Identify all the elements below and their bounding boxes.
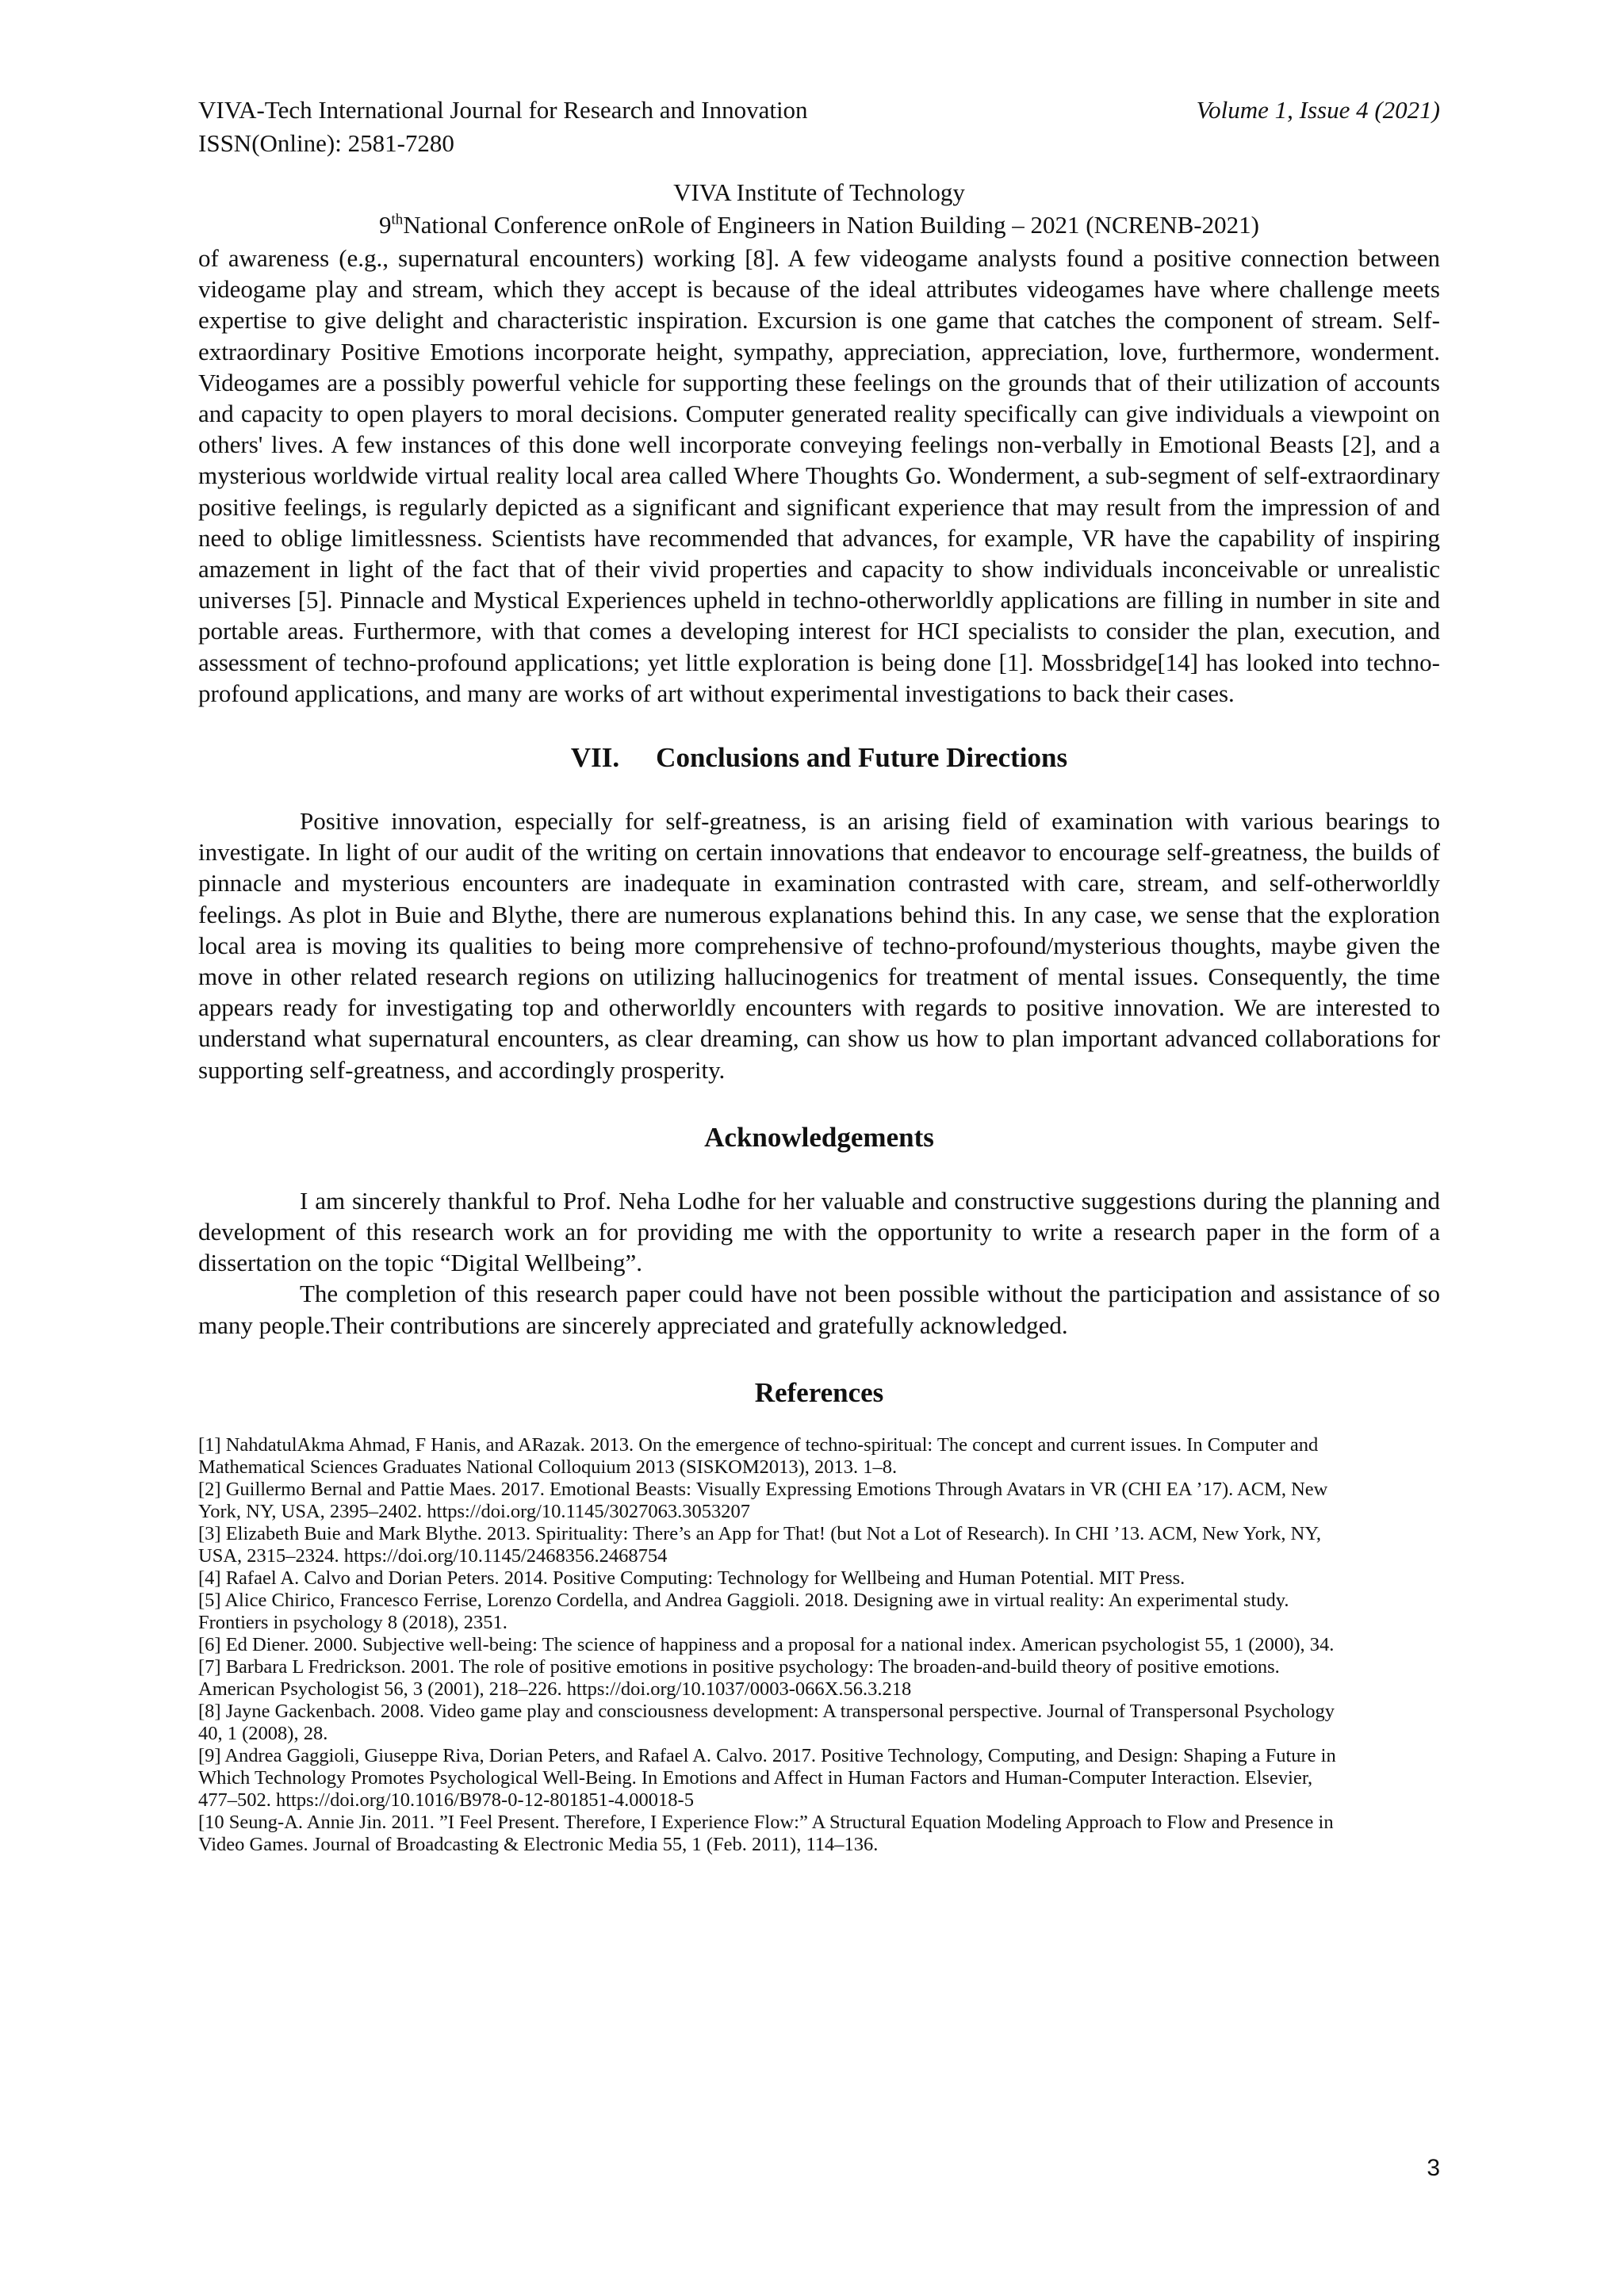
conference-block [198,176,1440,241]
reference-item: [3] Elizabeth Buie and Mark Blythe. 2013. Spirituality: There’s an App for That! (but Not a Lot of Research). In CHI ’13. ACM, New York, NY, USA, 2315–2324. https://doi.org/10.1145/2468356.2468754 [198,1522,1322,1567]
section-title: Conclusions and Future Directions [656,742,1068,774]
reference-item: [1] NahdatulAkma Ahmad, F Hanis, and ARazak. 2013. On the emergence of techno-spiritual: The concept and current issues. In Computer and Mathematical Sciences Graduates National Colloquium 2013 (SISKOM2013), 2013. 1–8. [198,1433,1319,1478]
page-number: 3 [1427,2155,1440,2181]
volume-issue: Volume 1, Issue 4 (2021) [1196,96,1440,124]
acknowledgements-paragraph-1: I am sincerely thankful to Prof. Neha Lodhe for her valuable and constructive suggestions during the planning and development of this research work an for providing me with the opportunity to write a research paper in the form of a dissertation on the topic “Digital Wellbeing”. [198,1186,1440,1277]
intro-paragraph: of awareness (e.g., supernatural encounters) working [8]. A few videogame analysts found a positive connection between videogame play and stream, which they accept is because of the ideal attributes videogames have where challenge meets expertise to give delight and characteristic inspiration. Excursion is one game that catches the component of stream. Self-extraordinary Positive Emotions incorporate height, sympathy, appreciation, appreciation, love, furthermore, wonderment. Videogames are a possibly powerful vehicle for supporting these feelings on the grounds that of their utilization of accounts and capacity to open players to moral decisions. Computer generated reality specifically can give individuals a viewpoint on others' lives. A few instances of this done well incorporate conveying feelings non-verbally in Emotional Beasts [2], and a mysterious worldwide virtual reality local area called Where Thoughts Go. Wonderment, a sub-segment of self-extraordinary positive feelings, is regularly depicted as a significant and significant experience that may result from the impression of and need to oblige limitlessness. Scientists have recommended that advances, for example, VR have the capability of inspiring amazement in light of the fact that of their vivid properties and capacity to show individuals inconceivable or unrealistic universes [5]. Pinnacle and Mystical Experiences upheld in techno-otherworldly applications are filling in number in site and portable areas. Furthermore, with that comes a developing interest for HCI specialists to consider the plan, execution, and assessment of techno-profound applications; yet little exploration is being done [1]. Mossbridge[14] has looked into techno-profound applications, and many are works of art without experimental investigations to back their cases. [198,244,1440,707]
issn: ISSN(Online): 2581-7280 [198,129,454,157]
reference-item: [2] Guillermo Bernal and Pattie Maes. 2017. Emotional Beasts: Visually Expressing Emotions Through Avatars in VR (CHI EA ’17). ACM, New York, NY, USA, 2395–2402. https://doi.org/10.1145/3027063.3053207 [198,1478,1328,1522]
running-header [198,94,1440,127]
section-number: VII. [570,742,620,774]
conclusions-paragraph: Positive innovation, especially for self-greatness, is an arising field of examination with various bearings to investigate. In light of our audit of the writing on certain innovations that endeavor to encourage self-greatness, the builds of pinnacle and mysterious encounters are inadequate in examination contrasted with care, stream, and self-otherworldly feelings. As plot in Buie and Blythe, there are numerous explanations behind this. In any case, we sense that the exploration local area is moving its qualities to being more comprehensive of techno-profound/mysterious thoughts, maybe given the move in other related research regions on utilizing hallucinogenics for treatment of mental issues. Consequently, the time appears ready for investigating top and otherworldly encounters with regards to positive innovation. We are interested to understand what supernatural encounters, as clear dreaming, can show us how to plan important advanced collaborations for supporting self-greatness, and accordingly prosperity. [198,807,1440,1084]
institute-name: VIVA Institute of Technology [673,178,965,206]
conference-name: National Conference onRole of Engineers in Nation Building – 2021 (NCRENB-2021) [403,211,1259,239]
page [198,94,1440,1856]
conclusions-text [198,806,1440,1085]
acknowledgements-text [198,1185,1440,1341]
references-heading: References [754,1376,884,1408]
intro-text [198,243,1440,709]
conference-ordinal: 9 [379,211,392,239]
journal-name: VIVA-Tech International Journal for Research and Innovation [198,96,808,124]
reference-list [198,1434,1440,1856]
acknowledgements-heading: Acknowledgements [704,1121,934,1153]
reference-item: [10 Seung-A. Annie Jin. 2011. ”I Feel Present. Therefore, I Experience Flow:” A Structural Equation Modeling Approach to Flow and Presence in Video Games. Journal of Broadcasting & Electronic Media 55, 1 (Feb. 2011), 114–136. [198,1811,1334,1855]
reference-item: [9] Andrea Gaggioli, Giuseppe Riva, Dorian Peters, and Rafael A. Calvo. 2017. Positive Technology, Computing, and Design: Shaping a Future in Which Technology Promotes Psychological Well-Being. In Emotions and Affect in Human Factors and Human-Computer Interaction. Elsevier, 477–502. https://doi.org/10.1016/B978-0-12-801851-4.00018-5 [198,1744,1336,1811]
reference-item: [5] Alice Chirico, Francesco Ferrise, Lorenzo Cordella, and Andrea Gaggioli. 2018. Designing awe in virtual reality: An experimental study. Frontiers in psychology 8 (2018), 2351. [198,1589,1289,1633]
conference-ordinal-suffix: th [391,211,404,228]
reference-item: [6] Ed Diener. 2000. Subjective well-being: The science of happiness and a proposal for a national index. American psychologist 55, 1 (2000), 34. [198,1633,1335,1655]
acknowledgements-paragraph-2: The completion of this research paper could have not been possible without the participation and assistance of so many people.Their contributions are sincerely appreciated and gratefully acknowledged. [198,1280,1440,1339]
reference-item: [8] Jayne Gackenbach. 2008. Video game play and consciousness development: A transpersonal perspective. Journal of Transpersonal Psychology 40, 1 (2008), 28. [198,1700,1335,1744]
conference-title [198,209,1440,241]
reference-item: [7] Barbara L Fredrickson. 2001. The role of positive emotions in positive psychology: The broaden-and-build theory of positive emotions. American Psychologist 56, 3 (2001), 218–226. https://doi.org/10.1037/0003-066X.56.3.218 [198,1655,1280,1700]
reference-item: [4] Rafael A. Calvo and Dorian Peters. 2014. Positive Computing: Technology for Wellbeing and Human Potential. MIT Press. [198,1567,1185,1589]
section-heading-conclusions [198,740,1440,775]
